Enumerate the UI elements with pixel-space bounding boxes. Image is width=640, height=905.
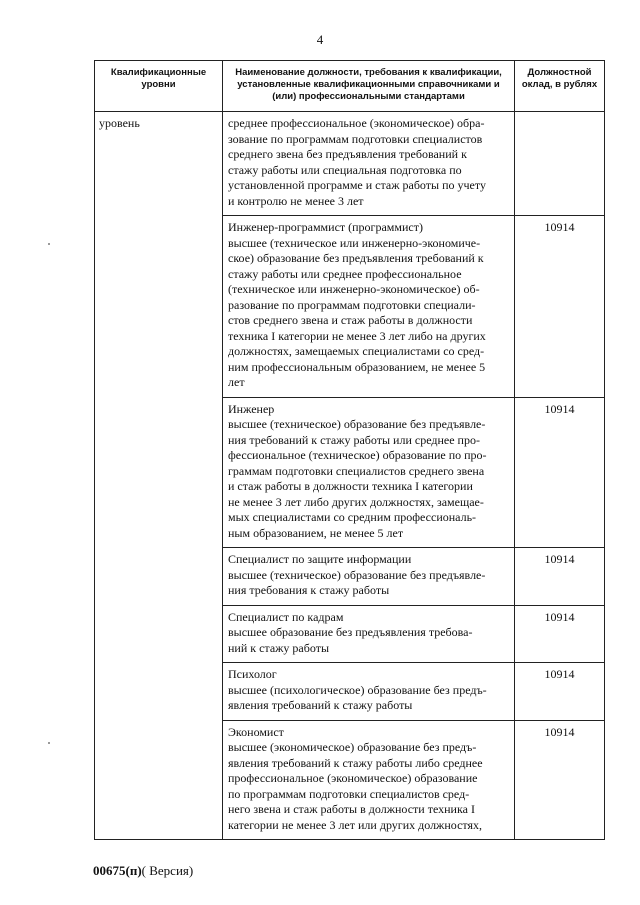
position-description (223, 548, 515, 606)
position-description (223, 216, 515, 398)
page-number: 4 (316, 32, 324, 47)
position-description (223, 397, 515, 548)
requirements-text: высшее (техническое) образование без предъявле- ния требования к стажу работы (228, 567, 486, 597)
salary-cell: 10914 (515, 397, 605, 548)
salary-cell: 10914 (515, 720, 605, 840)
position-title: Экономист (228, 724, 284, 739)
scan-speck (48, 742, 50, 744)
position-description (223, 663, 515, 721)
position-title: Инженер (228, 401, 275, 416)
position-title: Специалист по защите информации (228, 552, 412, 566)
document-version: ( Версия) (141, 863, 194, 878)
level-label: уровень (99, 116, 140, 130)
header-salary: Должностной оклад, в рублях (515, 61, 605, 112)
qualification-table (94, 60, 605, 840)
requirements-text: высшее (экономическое) образование без предъ- явления требований к стажу работы либо среднее профессиональное (экономическое) образование по программам подготовки специалистов сред- него звена и стаж работы в должности техника I категории не менее 3 лет или других должностях, (228, 740, 483, 832)
requirements-text: высшее образование без предъявления требова- ний к стажу работы (228, 625, 473, 655)
position-description (223, 605, 515, 663)
document-footer (93, 863, 193, 879)
salary-cell (515, 112, 605, 216)
position-description (223, 720, 515, 840)
salary-cell: 10914 (515, 663, 605, 721)
header-position: Наименование должности, требования к квалификации, установленные квалификационными справочниками и (или) профессиональными стандартами (223, 61, 515, 112)
document-code: 00675(п) (93, 863, 142, 878)
position-description (223, 112, 515, 216)
position-title: Инженер-программист (программист) (228, 220, 423, 234)
requirements-text: высшее (техническое или инженерно-экономиче- ское) образование без предъявления требований к стажу работы или среднее профессиональное (техническое или инженерно-экономическое) об- разование по программам подготовки специали- стов среднего звена и стаж работы в должности техника I категории не менее 3 лет либо на других должностях, замещаемых специалистами со сред- ним профессиональным образованием, не менее 5 лет (228, 235, 486, 389)
position-title: Специалист по кадрам (228, 609, 344, 624)
scan-speck (48, 243, 50, 245)
position-title: Психолог (228, 667, 277, 681)
salary-cell: 10914 (515, 548, 605, 606)
table-header-row (95, 61, 605, 112)
header-level: Квалификационные уровни (95, 61, 223, 112)
salary-cell: 10914 (515, 216, 605, 398)
requirements-text: высшее (техническое) образование без предъявле- ния требований к стажу работы или среднее про- фессиональное (техническое) образование по про- граммам подготовки специалистов среднего звена и стаж работы в должности техника I категории не менее 3 лет либо других должностях, замещае- мых специалистами со средним профессиональ- ным образованием, не менее 5 лет (228, 417, 487, 540)
requirements-text: среднее профессиональное (экономическое) обра- зование по программам подготовки специалистов среднего звена без предъявления требований к стажу работы или специальная подготовка по установленной программе и стаж работы по учету и контролю не менее 3 лет (228, 116, 486, 208)
table-row (95, 112, 605, 216)
requirements-text: высшее (психологическое) образование без предъ- явления требований к стажу работы (228, 682, 487, 712)
level-cell (95, 112, 223, 840)
salary-cell: 10914 (515, 605, 605, 663)
